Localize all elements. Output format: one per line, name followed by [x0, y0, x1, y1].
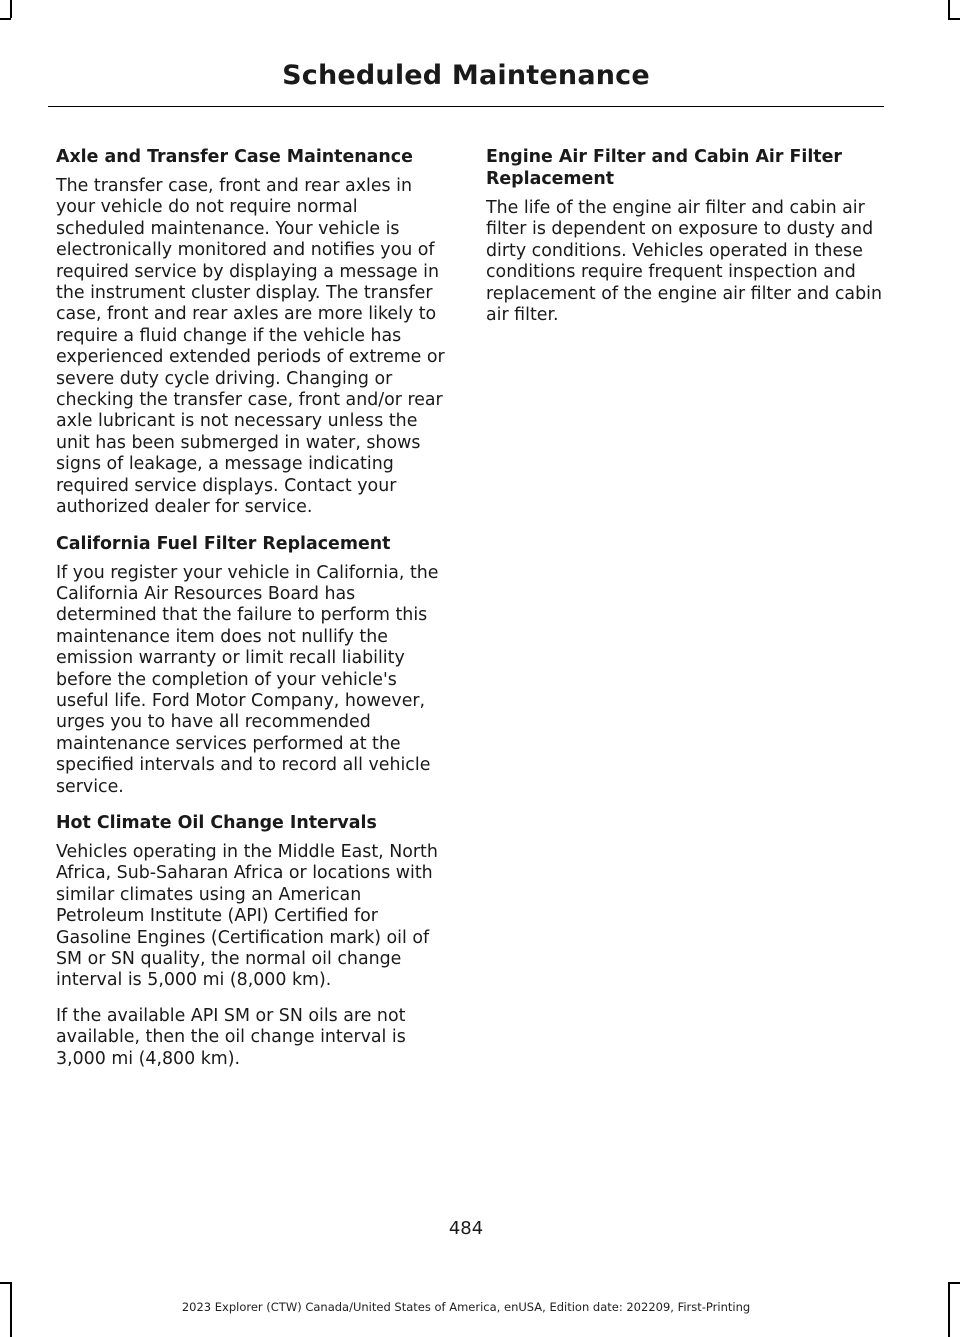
left-column [56, 146, 448, 1084]
crop-mark-bottom-left-h [0, 1282, 11, 1284]
section-heading: Axle and Transfer Case Maintenance [56, 147, 413, 167]
crop-mark-top-left-h [0, 18, 11, 20]
crop-mark-top-right-h [948, 18, 960, 20]
section-body: The transfer case, front and rear axles in your vehicle do not require normal scheduled maintenance. Your vehicle is electronically monitored and notifies you of required service by displaying a message in the instrument cluster display. The transfer case, front and rear axles are more likely to require a fluid change if the vehicle has experienced extended periods of extreme or severe duty cycle driving. Changing or checking the transfer case, front and/or rear axle lubricant is not necessary unless the unit has been submerged in water, shows signs of leakage, a message indicating required service displays. Contact your authorized dealer for service. [56, 176, 445, 518]
crop-mark-bottom-right-h [948, 1282, 960, 1284]
crop-mark-bottom-right [948, 1282, 950, 1337]
section-body: Vehicles operating in the Middle East, North Africa, Sub-Saharan Africa or locations with similar climates using an American Petroleum Institute (API) Certified for Gasoline Engines (Certification mark) oil of SM or SN quality, the normal oil change interval is 5,000 mi (8,000 km). [56, 841, 438, 991]
section-air-filter [486, 146, 882, 326]
section-heading: Engine Air Filter and Cabin Air Filter Replacement [486, 147, 842, 189]
section-california-fuel-filter [56, 533, 448, 798]
right-column [486, 146, 882, 340]
section-hot-climate-oil [56, 812, 448, 1070]
footer-edition-info: 2023 Explorer (CTW) Canada/United States of America, enUSA, Edition date: 202209, First-Printing [181, 1300, 751, 1314]
section-axle-transfer-case [56, 146, 448, 519]
section-heading: California Fuel Filter Replacement [56, 533, 391, 554]
section-heading: Hot Climate Oil Change Intervals [56, 812, 377, 833]
crop-mark-top-left [10, 0, 12, 18]
page-title: Scheduled Maintenance [282, 60, 650, 91]
section-body-2: If the available API SM or SN oils are not available, then the oil change interval is 3,000 mi (4,800 km). [56, 1005, 406, 1069]
page-number: 484 [448, 1218, 484, 1239]
section-body: If you register your vehicle in California, the California Air Resources Board has determined that the failure to perform this maintenance item does not nullify the emission warranty or limit recall liability before the completion of your vehicle's useful life. Ford Motor Company, however, urges you to have all recommended maintenance services performed at the specified intervals and to record all vehicle service. [56, 562, 439, 797]
crop-mark-top-right [948, 0, 950, 18]
header-divider [48, 106, 884, 107]
section-body: The life of the engine air filter and cabin air filter is dependent on exposure to dusty and dirty conditions. Vehicles operated in these conditions require frequent inspection and replacement of the engine air filter and cabin air filter. [486, 198, 882, 326]
